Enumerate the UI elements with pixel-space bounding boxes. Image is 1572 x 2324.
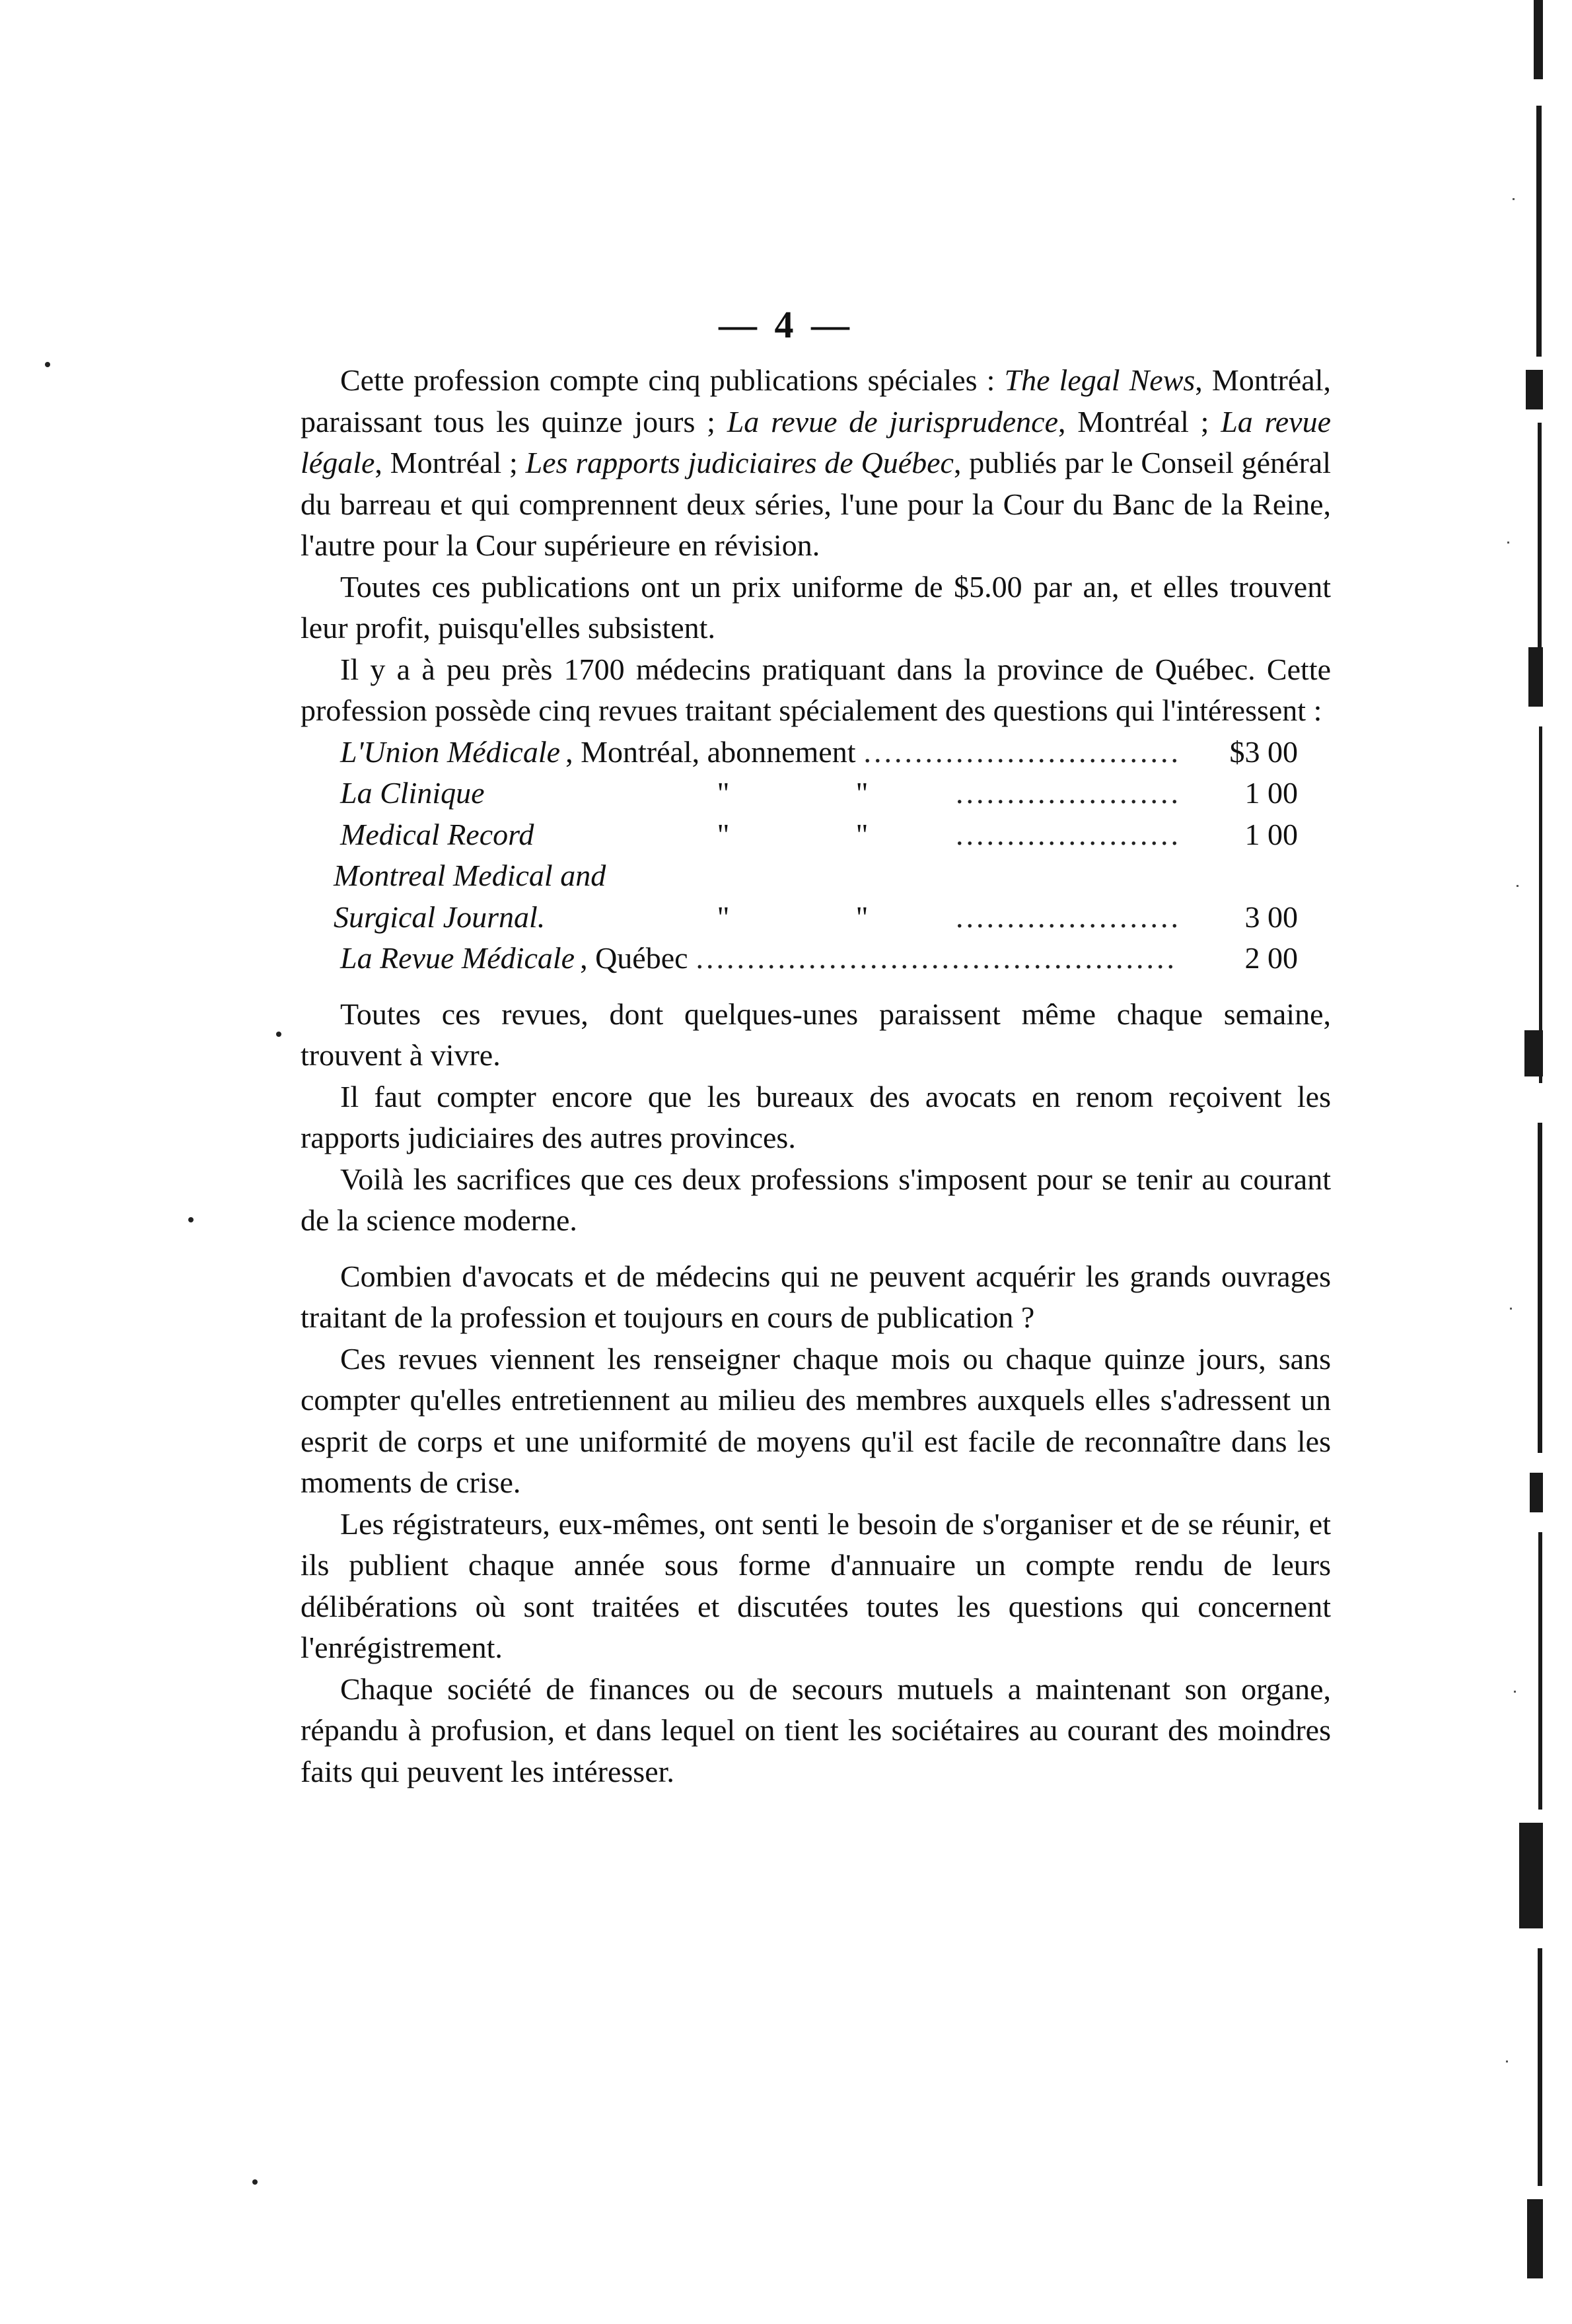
journal-row — [340, 938, 1298, 979]
scan-speck — [276, 1032, 281, 1037]
paragraph-legal-publications — [301, 360, 1331, 567]
ditto-mark: " — [855, 776, 869, 810]
ditto-mark: " — [717, 817, 730, 851]
dot-leader — [956, 773, 1178, 814]
journal-place: , Québec — [580, 941, 688, 975]
journal-name: L'Union Médicale — [340, 734, 561, 769]
ditto-mark: " — [717, 776, 730, 810]
journal-row — [340, 773, 1298, 814]
ditto-mark: " — [717, 899, 730, 934]
journal-name: La Clinique — [340, 776, 485, 810]
text-run: , publiés par le Conseil général du barreau et qui comprennent deux séries, l'une pour la Cour du Banc de la Reine, l'autre pour la Cour supérieure en révision. — [301, 446, 1331, 562]
journal-price: 2 00 — [1244, 941, 1298, 975]
scan-speck — [252, 2179, 258, 2185]
paragraph-societes: Chaque société de finances ou de secours mutuels a maintenant son organe, répandu à profusion, et dans lequel on tient les sociétaires au courant des moindres faits qui peuvent les intéresser. — [301, 1672, 1331, 1788]
page-body — [301, 360, 1331, 1792]
scan-speck — [188, 1217, 194, 1222]
paragraph-revues-vivre: Toutes ces revues, dont quelques-unes paraissent même chaque semaine, trouvent à vivre. — [301, 997, 1331, 1072]
scan-edge-noise — [1499, 0, 1546, 2324]
journal-price: $3 00 — [1229, 734, 1298, 769]
title-revue-jurisprudence: La revue de jurisprudence — [727, 404, 1058, 439]
journal-name: Montreal Medical and Surgical Journal. — [334, 859, 606, 934]
journal-name: La Revue Médicale — [340, 941, 575, 975]
scan-speck — [45, 362, 50, 367]
paragraph-medecins: Il y a à peu près 1700 médecins pratiquant dans la province de Québec. Cette profession possède cinq revues traitant spécialement des questions qui l'intéressent : — [301, 652, 1331, 727]
journal-price: 1 00 — [1244, 817, 1298, 851]
paragraph-registrateurs: Les régistrateurs, eux-mêmes, ont senti le besoin de s'organiser et de se réunir, et ils publient chaque année sous forme d'annuaire un compte rendu de leurs délibérations où sont traitées et discutées toutes les questions qui concernent l'enrégistrement. — [301, 1506, 1331, 1664]
journal-row — [340, 814, 1298, 856]
journal-name: Medical Record — [340, 817, 534, 851]
title-legal-news: The legal News — [1004, 363, 1196, 397]
journal-list — [334, 732, 1298, 979]
page-number: — 4 — — [719, 303, 853, 346]
paragraph-prices: Toutes ces publications ont un prix uniforme de $5.00 par an, et elles trouvent leur profit, puisqu'elles subsistent. — [301, 569, 1331, 645]
journal-row — [340, 732, 1298, 773]
journal-price: 3 00 — [1244, 899, 1298, 934]
ditto-mark: " — [855, 817, 869, 851]
text-run: , Montréal, paraissant tous les quinze jours ; — [301, 363, 1331, 439]
paragraph-bureaux: Il faut compter encore que les bureaux des avocats en renom reçoivent les rapports judiciaires des autres provinces. — [301, 1079, 1331, 1154]
dot-leader — [864, 732, 1178, 773]
paragraph-renseigner: Ces revues viennent les renseigner chaque mois ou chaque quinze jours, sans compter qu'elles entretiennent au milieu des membres auxquels elles s'adressent un esprit de corps et une uniformité de moyens qu'il est facile de reconnaître dans les moments de crise. — [301, 1341, 1331, 1499]
dot-leader — [696, 938, 1178, 979]
ditto-mark: " — [855, 899, 869, 934]
text-run: , Montréal ; — [1057, 404, 1221, 439]
journal-row — [301, 855, 1298, 938]
paragraph-sacrifices: Voilà les sacrifices que ces deux professions s'imposent pour se tenir au courant de la science moderne. — [301, 1162, 1331, 1237]
text-run: Cette profession compte cinq publications spéciales : — [340, 363, 1005, 397]
journal-price: 1 00 — [1244, 776, 1298, 810]
dot-leader — [956, 897, 1178, 938]
dot-leader — [956, 814, 1178, 856]
text-run: , Montréal ; — [375, 446, 526, 479]
paragraph-combien: Combien d'avocats et de médecins qui ne peuvent acquérir les grands ouvrages traitant de la profession et toujours en cours de publication ? — [301, 1259, 1331, 1334]
journal-place: , Montréal, abonnement — [565, 734, 856, 769]
title-rapports-judiciaires: Les rapports judiciaires de Québec — [525, 446, 954, 479]
title-revue-legale: La revue légale — [301, 404, 1331, 479]
